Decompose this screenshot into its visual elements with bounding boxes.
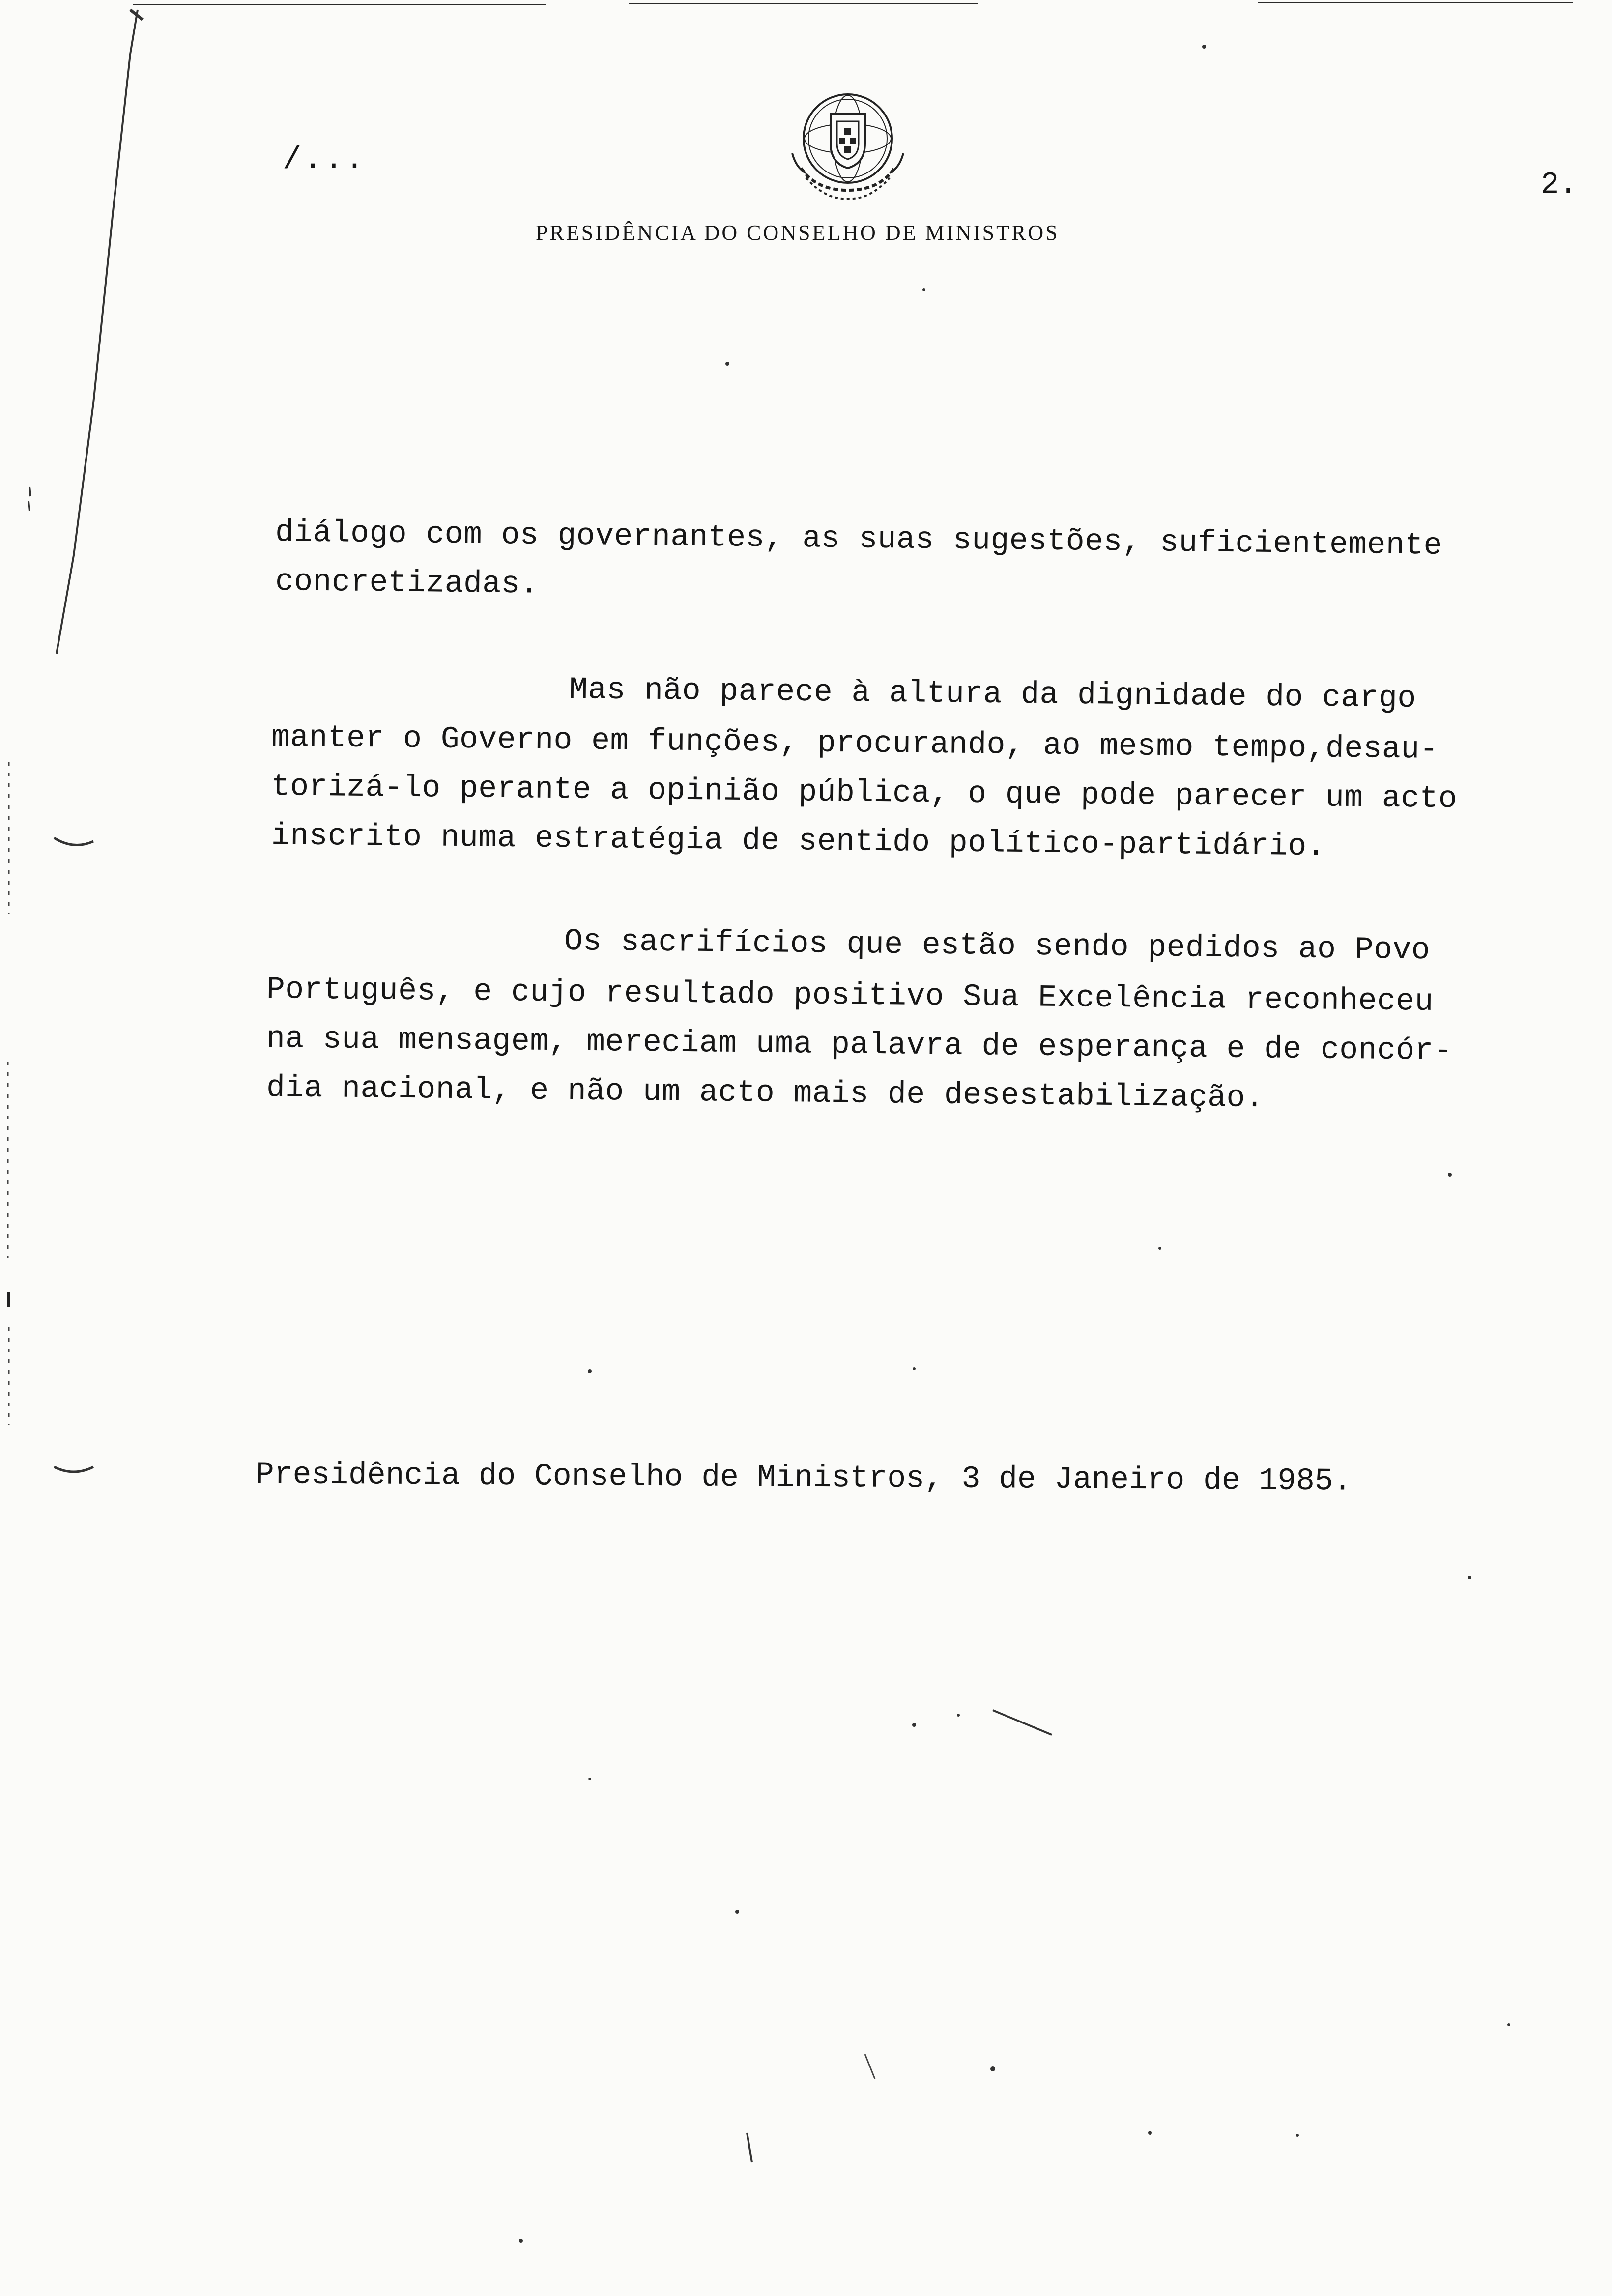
body-line: inscrito numa estratégia de sentido político-partidário.	[271, 818, 1326, 864]
continuation-mark: /...	[283, 143, 366, 178]
body-line: concretizadas.	[275, 564, 539, 602]
body-line: Mas não parece à altura da dignidade do cargo	[569, 672, 1417, 717]
letterhead-title: PRESIDÊNCIA DO CONSELHO DE MINISTROS	[536, 221, 1060, 245]
body-line: Os sacrifícios que estão sendo pedidos ao Povo	[564, 924, 1431, 968]
dateline: Presidência do Conselho de Ministros, 3 de Janeiro de 1985.	[255, 1457, 1352, 1499]
page-number: 2.	[1541, 167, 1578, 202]
body-line: manter o Governo em funções, procurando, ao mesmo tempo,desau-	[271, 720, 1439, 767]
body-line: Português, e cujo resultado positivo Sua Excelência reconheceu	[266, 972, 1434, 1019]
body-line: dia nacional, e não um acto mais de desestabilização.	[266, 1070, 1265, 1116]
body-line: torizá-lo perante a opinião pública, o que pode parecer um acto	[271, 769, 1458, 817]
body-line: na sua mensagem, mereciam uma palavra de esperança e de concór-	[266, 1021, 1453, 1069]
body-line: diálogo com os governantes, as suas sugestões, suficientemente	[275, 515, 1443, 563]
